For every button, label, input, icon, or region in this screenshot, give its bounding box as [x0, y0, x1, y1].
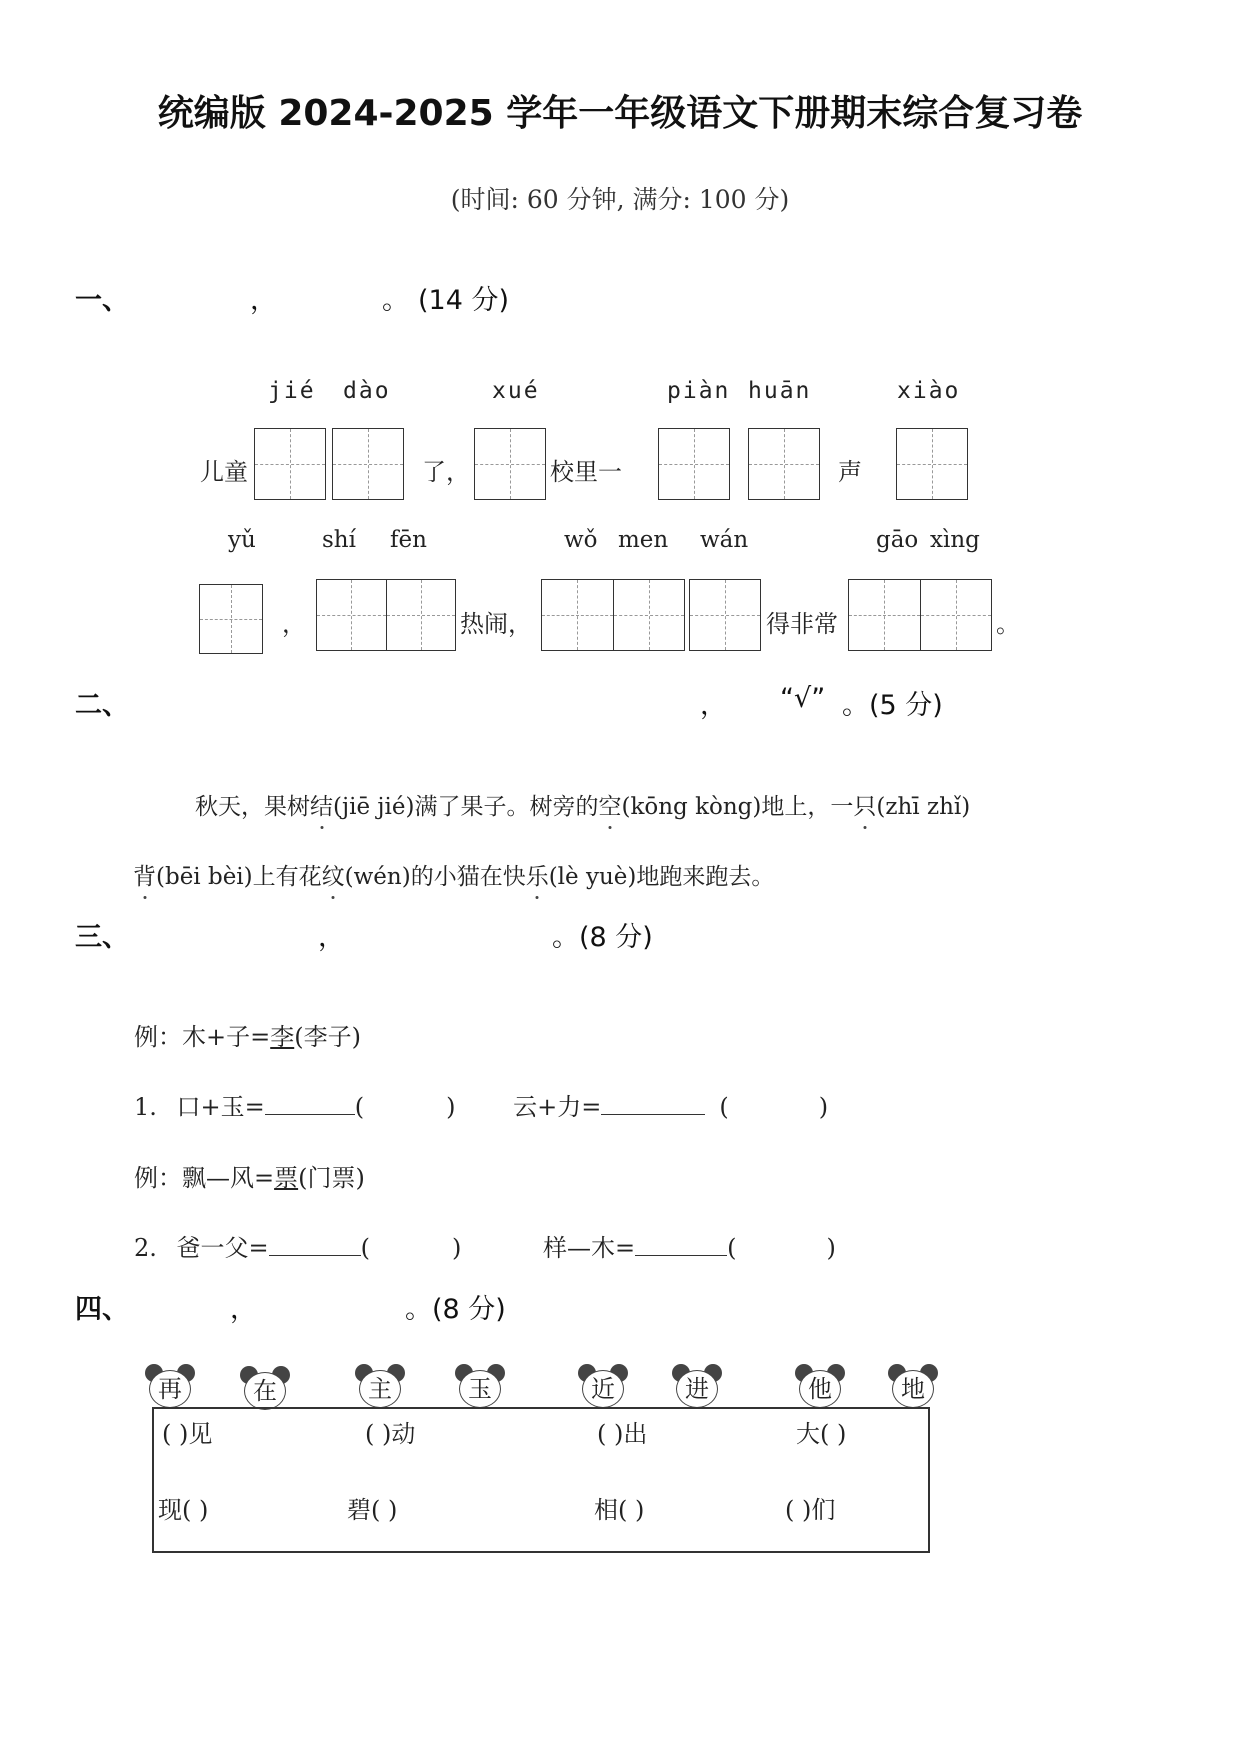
panda-char-card [145, 1364, 195, 1408]
paren-close: ) [446, 1093, 456, 1121]
q4-fill-item[interactable]: ( )动 [365, 1420, 416, 1448]
answer-blank[interactable] [265, 1092, 355, 1115]
q4-fill-item[interactable]: 相( ) [594, 1496, 645, 1524]
q2-text[interactable]: (kōng kòng)地上，一 [621, 794, 854, 820]
panda-char-card [888, 1364, 938, 1408]
pinyin-fen: fēn [390, 527, 427, 553]
q4-fill-item[interactable]: 大( ) [796, 1420, 847, 1448]
q2-dotted-char: 结 [310, 788, 333, 821]
paren-open: ( [360, 1234, 371, 1262]
section-3-heading [75, 915, 129, 954]
pinyin-dao: dào [343, 378, 391, 404]
q2-dotted-char: 只 [853, 788, 876, 821]
example-prefix: 例：飘—风= [134, 1164, 275, 1192]
q2-text: 秋天，果树 [195, 794, 310, 820]
panda-char: 进 [676, 1370, 718, 1408]
q4-fill-item[interactable]: ( )见 [162, 1420, 213, 1448]
section-1-comma: ， [250, 285, 277, 316]
paren-open: ( [727, 1234, 737, 1262]
panda-char-card [672, 1364, 722, 1408]
section-2-heading [75, 683, 129, 722]
pinyin-wan: wán [700, 527, 749, 553]
q3-example-2 [134, 1158, 365, 1193]
paren-close: ) [818, 1093, 829, 1121]
panda-char-card [355, 1364, 405, 1408]
panda-char-card [795, 1364, 845, 1408]
equation-label: 口+玉= [176, 1093, 265, 1121]
panda-char: 主 [359, 1370, 401, 1408]
section-1-period: 。 [382, 285, 409, 316]
q2-line-2 [133, 858, 774, 891]
section-1-heading [75, 278, 129, 317]
example-suffix: (李子) [294, 1023, 361, 1051]
pinyin-yu: yǔ [228, 527, 256, 553]
text-le: 了， [422, 458, 470, 486]
panda-char-card [578, 1364, 628, 1408]
text-period: 。 [996, 610, 1020, 638]
section-2-score: 。(5 分) [842, 690, 943, 721]
pinyin-xue: xué [492, 378, 540, 404]
exam-subtitle: (时间: 60 分钟, 满分: 100 分) [450, 185, 790, 214]
example-prefix: 例：木+子= [134, 1023, 271, 1051]
write-box-jie[interactable] [254, 428, 326, 500]
write-box-gaoxing[interactable] [848, 579, 992, 651]
q2-dotted-char: 背 [133, 858, 156, 891]
paren-open: ( [354, 1093, 365, 1121]
panda-char-card [240, 1366, 290, 1410]
text-renao: 热闹， [460, 610, 532, 638]
section-number: 四、 [75, 1294, 129, 1325]
write-box-wan[interactable] [689, 579, 761, 651]
q2-line-1 [195, 788, 970, 821]
pinyin-jie: jié [268, 378, 316, 404]
pinyin-wo: wǒ [564, 527, 598, 553]
section-4-score: 。(8 分) [405, 1294, 506, 1325]
section-3-score: 。(8 分) [552, 922, 653, 953]
example-answer: 李 [270, 1023, 295, 1051]
section-3-comma: ， [318, 922, 345, 953]
equation-label: 爸一父= [176, 1234, 269, 1262]
section-number: 二、 [75, 690, 129, 721]
pinyin-xiao: xiào [897, 378, 961, 404]
section-number: 三、 [75, 922, 129, 953]
equation-label: 云+力= [513, 1093, 602, 1121]
q4-fill-item[interactable]: 碧( ) [347, 1496, 398, 1524]
section-number: 一、 [75, 285, 129, 316]
q2-text[interactable]: (wén)的小猫在快 [344, 864, 526, 890]
write-box-women[interactable] [541, 579, 685, 651]
q2-dotted-char: 乐 [526, 858, 549, 891]
panda-char: 玉 [459, 1370, 501, 1408]
item-number: 1. [134, 1093, 157, 1121]
pinyin-huan: huān [748, 378, 812, 404]
panda-char: 近 [582, 1370, 624, 1408]
q4-fill-item[interactable]: ( )们 [785, 1496, 836, 1524]
write-box-huan[interactable] [748, 428, 820, 500]
write-box-yu[interactable] [199, 584, 263, 654]
panda-char: 在 [244, 1372, 286, 1410]
text-xiaoli: 校里一 [550, 458, 622, 486]
page-title: 统编版 2024-2025 学年一年级语文下册期末综合复习卷 [157, 93, 1083, 134]
q4-fill-item[interactable]: ( )出 [597, 1420, 648, 1448]
section-2-comma: ， [700, 690, 727, 721]
q2-dotted-char: 空 [598, 788, 621, 821]
paren-open: ( [719, 1093, 729, 1121]
answer-blank[interactable] [601, 1092, 705, 1115]
section-2-check: “√” [780, 683, 826, 714]
q2-dotted-char: 纹 [322, 858, 345, 891]
pinyin-xing: xìng [930, 527, 980, 553]
section-4-comma: ， [230, 1294, 257, 1325]
text-comma: ， [282, 610, 306, 638]
pinyin-shi: shí [322, 527, 356, 553]
q3-example-1 [134, 1017, 361, 1052]
q4-fill-item[interactable]: 现( ) [158, 1496, 209, 1524]
panda-char: 再 [149, 1370, 191, 1408]
section-1-score: (14 分) [418, 285, 510, 316]
q2-text[interactable]: (zhī zhǐ) [876, 794, 971, 820]
write-box-pian[interactable] [658, 428, 730, 500]
text-ertong: 儿童 [200, 458, 248, 486]
answer-blank[interactable] [635, 1233, 727, 1256]
panda-char-card [455, 1364, 505, 1408]
text-sheng: 声 [838, 458, 862, 486]
pinyin-men: men [618, 527, 669, 553]
text-defeichang: 得非常 [766, 610, 838, 638]
write-box-xue[interactable] [474, 428, 546, 500]
equation-label: 样—木= [543, 1234, 636, 1262]
write-box-dao[interactable] [332, 428, 404, 500]
q2-text[interactable]: (lè yuè)地跑来跑去。 [548, 864, 775, 890]
write-box-shifen[interactable] [316, 579, 456, 651]
example-suffix: (门票) [298, 1164, 365, 1192]
paren-close: ) [826, 1234, 836, 1262]
write-box-xiao[interactable] [896, 428, 968, 500]
panda-char: 地 [892, 1370, 934, 1408]
q3-item-1 [134, 1087, 828, 1122]
q2-text[interactable]: (bēi bèi)上有花 [156, 864, 322, 890]
answer-blank[interactable] [269, 1233, 361, 1256]
pinyin-pian: piàn [667, 378, 731, 404]
q2-text[interactable]: (jiē jié)满了果子。树旁的 [333, 794, 599, 820]
paren-close: ) [452, 1234, 462, 1262]
pinyin-gao: gāo [876, 527, 919, 553]
item-number: 2. [134, 1234, 157, 1262]
section-4-heading [75, 1287, 129, 1326]
example-answer: 票 [274, 1164, 299, 1192]
panda-char: 他 [799, 1370, 841, 1408]
q3-item-2 [134, 1228, 836, 1263]
